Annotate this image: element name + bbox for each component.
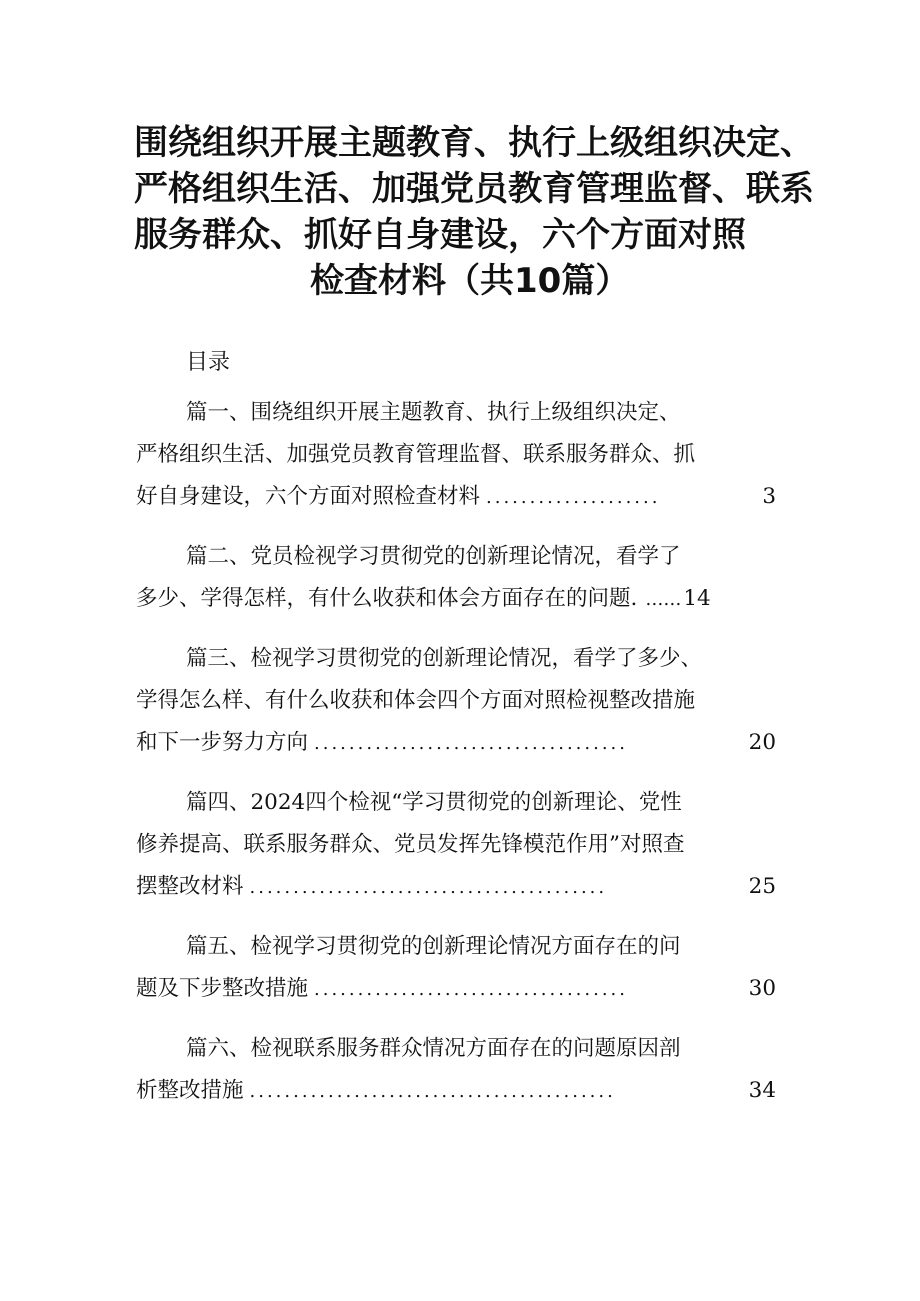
title-line-3: 服务群众、抓好自身建设，六个方面对照 — [134, 215, 746, 255]
toc-leader-dots: .................... — [486, 487, 661, 508]
toc-heading: 目录 — [186, 350, 231, 375]
toc-leader-dots: .......................................... — [249, 1081, 616, 1102]
toc-entry-6[interactable] — [136, 1034, 776, 1118]
toc-entry-line: 修养提高、联系服务群众、党员发挥先锋模范作用”对照查 — [136, 832, 685, 857]
table-of-contents — [136, 398, 776, 1118]
toc-entry-line: 篇三、检视学习贯彻党的创新理论情况，看学了多少、 — [186, 646, 703, 671]
toc-entry-5[interactable] — [136, 932, 776, 1016]
toc-leader-dots: …… — [645, 589, 682, 610]
toc-entry-line: 学得怎么样、有什么收获和体会四个方面对照检视整改措施 — [136, 688, 696, 713]
title-line-2: 严格组织生活、加强党员教育管理监督、联系 — [134, 169, 814, 209]
toc-entry-text: 析整改措施 — [136, 1078, 244, 1103]
toc-entry-3[interactable] — [136, 644, 776, 770]
title-line-1: 围绕组织开展主题教育、执行上级组织决定、 — [134, 123, 814, 163]
toc-entry-last-line — [136, 482, 776, 524]
toc-leader-dots: .................................... — [314, 733, 628, 754]
document-title — [90, 120, 830, 304]
toc-entry-text: 摆整改材料 — [136, 874, 244, 899]
toc-page-number: 3 — [762, 484, 776, 509]
toc-entry-last-line — [136, 584, 776, 626]
toc-entry-line: 篇四、2024四个检视“学习贯彻党的创新理论、党性 — [186, 790, 682, 815]
toc-page-number: 25 — [748, 874, 776, 899]
toc-page-number: 34 — [748, 1078, 776, 1103]
title-line-4: 检查材料（共10篇） — [310, 261, 630, 301]
toc-entry-line: 篇一、围绕组织开展主题教育、执行上级组织决定、 — [186, 400, 681, 425]
toc-entry-last-line — [136, 728, 776, 770]
toc-entry-2[interactable] — [136, 542, 776, 626]
toc-entry-text: 好自身建设，六个方面对照检查材料 — [136, 484, 481, 509]
toc-page-number: 30 — [748, 976, 776, 1001]
toc-entry-line: 篇五、检视学习贯彻党的创新理论情况方面存在的问 — [186, 934, 681, 959]
toc-entry-text: 题及下步整改措施 — [136, 976, 309, 1001]
toc-entry-line: 严格组织生活、加强党员教育管理监督、联系服务群众、抓 — [136, 442, 696, 467]
toc-page-number: 20 — [748, 730, 776, 755]
toc-entry-text: 多少、学得怎样，有什么收获和体会方面存在的问题. — [136, 586, 638, 611]
toc-entry-1[interactable] — [136, 398, 776, 524]
toc-entry-line: 篇六、检视联系服务群众情况方面存在的问题原因剖 — [186, 1036, 681, 1061]
toc-entry-last-line — [136, 872, 776, 914]
toc-leader-dots: ......................................... — [249, 877, 608, 898]
toc-entry-line: 篇二、党员检视学习贯彻党的创新理论情况，看学了 — [186, 544, 681, 569]
toc-entry-4[interactable] — [136, 788, 776, 914]
toc-entry-last-line — [136, 974, 776, 1016]
toc-entry-last-line — [136, 1076, 776, 1118]
toc-entry-text: 和下一步努力方向 — [136, 730, 309, 755]
toc-leader-dots: .................................... — [314, 979, 628, 1000]
toc-page-number: 14 — [683, 586, 711, 611]
